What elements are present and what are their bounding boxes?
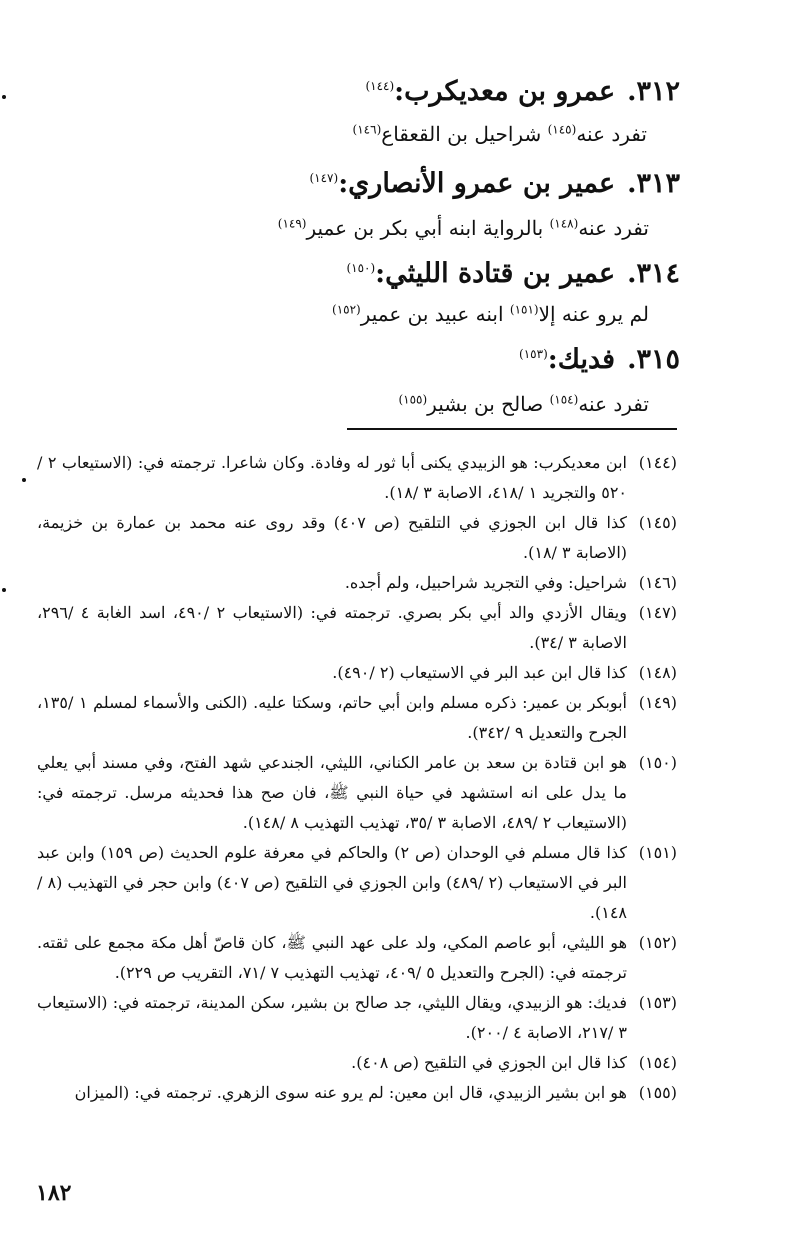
entry-body-315 xyxy=(398,392,649,416)
body-text: شراحيل بن القعقاع xyxy=(381,122,548,146)
footnote-text: أبوبكر بن عمير: ذكره مسلم وابن أبي حاتم، وسكتا عليه. (الكنى والأسماء لمسلم ١ /١٣٥، الجرح والتعديل ٩ /٣٤٢). xyxy=(37,693,627,742)
body-text: تفرد عنه xyxy=(578,216,649,240)
entry-title-315 xyxy=(519,344,680,375)
entry-number: ٣١٤. xyxy=(627,258,680,289)
entry-name: فديك: xyxy=(547,344,616,375)
note-ref: (١٥٢) xyxy=(332,302,361,317)
note-ref: (١٤٦) xyxy=(352,122,382,137)
note-ref: (١٤٨) xyxy=(549,216,579,231)
footnote-number: (١٤٤) xyxy=(638,453,677,472)
note-ref: (١٥٥) xyxy=(398,392,428,407)
entry-number: ٣١٢. xyxy=(627,76,680,107)
footnote-number: (١٥٥) xyxy=(638,1083,677,1102)
footnote-152 xyxy=(37,928,677,988)
body-text: ابنه عبيد بن عمير xyxy=(360,302,510,326)
footnote-number: (١٤٨) xyxy=(638,663,677,682)
body-text: بالرواية ابنه أبي بكر بن عمير xyxy=(306,216,550,240)
footnote-text: كذا قال ابن عبد البر في الاستيعاب (٢ /٤٩٠). xyxy=(332,663,627,682)
scan-mark xyxy=(22,478,26,482)
body-text: لم يرو عنه إلا xyxy=(538,302,649,326)
footnote-text: ويقال الأزدي والد أبي بكر بصري. ترجمته في: (الاستيعاب ٢ /٤٩٠، اسد الغابة ٤ /٢٩٦، الاصابة ٣ /٣٤). xyxy=(37,603,627,652)
entry-name: عمرو بن معديكرب: xyxy=(394,76,616,107)
scan-mark xyxy=(2,95,6,99)
footnotes xyxy=(37,448,677,1108)
footnote-number: (١٥٢) xyxy=(638,933,677,952)
note-ref: (١٤٥) xyxy=(547,122,577,137)
footnote-text: هو ابن بشير الزبيدي، قال ابن معين: لم يرو عنه سوى الزهري. ترجمته في: (الميزان xyxy=(74,1083,627,1102)
footnote-148 xyxy=(37,658,677,688)
footnote-150 xyxy=(37,748,677,838)
page-number: ١٨٢ xyxy=(36,1180,72,1206)
footnote-151 xyxy=(37,838,677,928)
entry-title-314 xyxy=(346,258,680,289)
footnote-154 xyxy=(37,1048,677,1078)
note-ref: (١٥٠) xyxy=(346,261,376,275)
body-text: صالح بن بشير xyxy=(427,392,550,416)
footnote-number: (١٥٠) xyxy=(638,753,677,772)
scan-mark xyxy=(2,588,6,592)
entry-name: عمير بن قتادة الليثي: xyxy=(375,258,616,289)
footnote-146 xyxy=(37,568,677,598)
entry-number: ٣١٣. xyxy=(627,168,680,199)
entry-body-314 xyxy=(332,302,649,326)
entry-title-313 xyxy=(309,168,680,199)
footnote-text: فديك: هو الزبيدي، ويقال الليثي، جد صالح بن بشير، سكن المدينة، ترجمته في: (الاستيعاب ٣ /٢١٧، الاصابة ٤ /٢٠٠). xyxy=(37,993,627,1042)
footnote-number: (١٥٤) xyxy=(638,1053,677,1072)
footnote-separator xyxy=(347,428,677,430)
entry-body-312 xyxy=(353,122,647,146)
footnote-145 xyxy=(37,508,677,568)
note-ref: (١٤٤) xyxy=(365,79,395,93)
footnote-text: شراحيل: وفي التجريد شراحبيل، ولم أجده. xyxy=(344,573,627,592)
body-text: تفرد عنه xyxy=(578,392,649,416)
footnote-number: (١٥٣) xyxy=(638,993,677,1012)
entry-body-313 xyxy=(278,216,649,240)
note-ref: (١٤٧) xyxy=(309,171,339,185)
footnote-text: كذا قال ابن الجوزي في التلقيح (ص ٤٠٨). xyxy=(351,1053,627,1072)
note-ref: (١٤٩) xyxy=(277,216,307,231)
entry-name: عمير بن عمرو الأنصاري: xyxy=(338,168,616,199)
footnote-number: (١٥١) xyxy=(638,843,677,862)
note-ref: (١٥١) xyxy=(509,302,539,317)
footnote-155 xyxy=(37,1078,677,1108)
footnote-text: ابن معديكرب: هو الزبيدي يكنى أبا ثور له وفادة. وكان شاعرا. ترجمته في: (الاستيعاب ٢ /٥٢٠ والتجريد ١ /٤١٨، الاصابة ٣ /١٨). xyxy=(37,453,627,502)
footnote-number: (١٤٥) xyxy=(638,513,677,532)
footnote-text: كذا قال مسلم في الوحدان (ص ٢) والحاكم في معرفة علوم الحديث (ص ١٥٩) وابن عبد البر في الاستيعاب (٢ /٤٨٩) وابن الجوزي في التلقيح (ص ٤٠٧) وابن حجر في التهذيب (٨ /١٤٨). xyxy=(37,843,628,922)
footnote-number: (١٤٧) xyxy=(638,603,677,622)
note-ref: (١٥٤) xyxy=(549,392,579,407)
footnote-number: (١٤٩) xyxy=(638,693,677,712)
body-text: تفرد عنه xyxy=(576,122,647,146)
footnote-number: (١٤٦) xyxy=(638,573,677,592)
footnote-153 xyxy=(37,988,677,1048)
entry-number: ٣١٥. xyxy=(627,344,680,375)
footnote-text: كذا قال ابن الجوزي في التلقيح (ص ٤٠٧) وقد روى عنه محمد بن عمارة بن خزيمة، (الاصابة ٣ /١٨). xyxy=(37,513,628,562)
entry-title-312 xyxy=(365,76,680,107)
note-ref: (١٥٣) xyxy=(519,347,548,361)
footnote-text: هو الليثي، أبو عاصم المكي، ولد على عهد النبي ﷺ، كان قاصّ أهل مكة مجمع على ثقته. ترجمته في: (الجرح والتعديل ٥ /٤٠٩، تهذيب التهذيب ٧ /٧١، التقريب ص ٢٢٩). xyxy=(37,933,627,982)
footnote-149 xyxy=(37,688,677,748)
footnote-144 xyxy=(37,448,677,508)
footnote-147 xyxy=(37,598,677,658)
footnote-text: هو ابن قتادة بن سعد بن عامر الكناني، الليثي، الجندعي شهد الفتح، وفي مسند أبي يعلي ما يدل على انه استشهد في حياة النبي ﷺ، فان صح هذا فحديثه مرسل. ترجمته في: (الاستيعاب ٢ /٤٨٩، الاصابة ٣ /٣٥، تهذيب التهذيب ٨ /١٤٨). xyxy=(37,753,627,832)
